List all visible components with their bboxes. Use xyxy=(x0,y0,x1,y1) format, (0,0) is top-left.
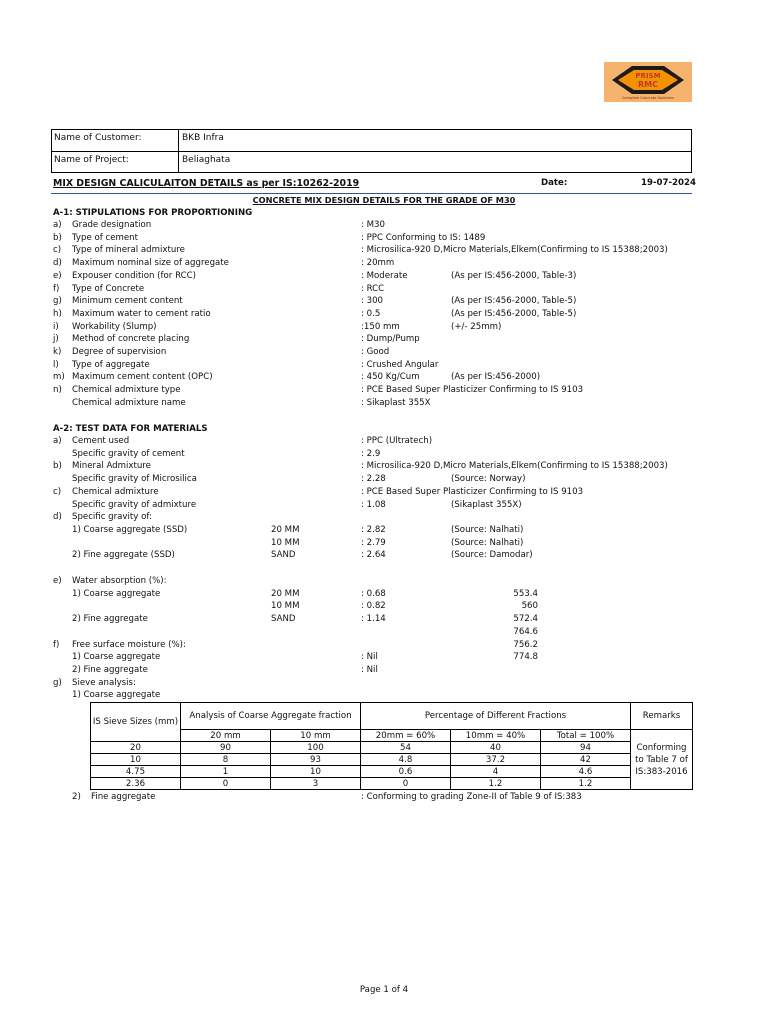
item-label: Grade designation xyxy=(72,220,152,230)
item-letter: b) xyxy=(53,461,62,472)
section-a1-heading: A-1: STIPULATIONS FOR PROPORTIONING xyxy=(53,208,253,218)
item-letter: a) xyxy=(53,220,62,230)
cell: 20 xyxy=(91,742,181,754)
item-size: SAND xyxy=(271,614,296,625)
table-row xyxy=(91,754,693,766)
item-value: : RCC xyxy=(361,283,385,294)
date-label: Date: xyxy=(541,178,568,188)
item-reference: (As per IS:456-2000, Table-5) xyxy=(451,296,577,307)
document-subtitle: CONCRETE MIX DESIGN DETAILS FOR THE GRADE OF M30 xyxy=(252,195,516,205)
item-letter: h) xyxy=(53,308,62,319)
item-reference: (Source: Damodar) xyxy=(451,550,533,561)
item-value: : 2.64 xyxy=(361,550,386,561)
cell: 94 xyxy=(541,742,631,754)
item-size: 20 MM xyxy=(271,588,300,599)
item-value: : M30 xyxy=(361,220,385,230)
date-value: 19-07-2024 xyxy=(641,178,696,188)
fine-number: 2) xyxy=(72,792,81,802)
item-value: : 0.68 xyxy=(361,588,386,599)
cell: 100 xyxy=(271,742,361,754)
item-reference: (+/- 25mm) xyxy=(451,321,502,332)
item-label: Type of Concrete xyxy=(72,283,145,294)
item-value: : Microsilica-920 D,Micro Materials,Elkem(Confirming to IS 15388;2003) xyxy=(361,245,668,256)
item-number: 572.4 xyxy=(513,614,538,625)
project-value: Beliaghata xyxy=(182,155,231,165)
item-label: Method of concrete placing xyxy=(72,334,190,345)
item-letter: n) xyxy=(53,385,62,396)
item-number: 774.8 xyxy=(513,652,538,663)
item-letter: e) xyxy=(53,270,62,281)
item-value: : 1.08 xyxy=(361,499,386,510)
cell: 3 xyxy=(271,778,361,790)
item-value: : 20mm xyxy=(361,258,395,269)
item-label: Sieve analysis: xyxy=(72,677,136,688)
item-reference: (Sikaplast 355X) xyxy=(451,499,522,510)
item-label: Specific gravity of Microsilica xyxy=(72,474,197,485)
item-label: Free surface moisture (%): xyxy=(72,639,186,650)
item-label: Minimum cement content xyxy=(72,296,183,307)
item-value: : 2.79 xyxy=(361,537,386,548)
item-letter: f) xyxy=(53,639,60,650)
cell: 93 xyxy=(271,754,361,766)
item-value: : 1.14 xyxy=(361,614,386,625)
item-label: Mineral Admixture xyxy=(72,461,151,472)
item-size: SAND xyxy=(271,550,296,561)
item-label: 2) Fine aggregate xyxy=(72,614,148,625)
sub-header-10mm-pct: 10mm = 40% xyxy=(451,730,541,742)
item-label: Specific gravity of admixture xyxy=(72,499,197,510)
item-label: Chemical admixture name xyxy=(72,397,186,408)
item-label: Specific gravity of: xyxy=(72,512,152,523)
customer-value: BKB Infra xyxy=(182,133,224,143)
page-number: Page 1 of 4 xyxy=(359,985,409,995)
item-letter: f) xyxy=(53,283,60,294)
item-value: : Nil xyxy=(361,652,378,663)
sieve-size-header: IS Sieve Sizes (mm) xyxy=(91,703,181,742)
remarks-cell: Conforming to Table 7 of IS:383-2016 xyxy=(631,730,693,790)
item-value: : PPC (Ultratech) xyxy=(361,436,433,446)
sub-header-20mm-pct: 20mm = 60% xyxy=(361,730,451,742)
cell: 1 xyxy=(181,766,271,778)
sub-header-20mm: 20 mm xyxy=(181,730,271,742)
remarks-header: Remarks xyxy=(631,703,693,730)
item-label: Maximum nominal size of aggregate xyxy=(72,258,229,269)
item-size: 10 MM xyxy=(271,537,300,548)
item-letter: d) xyxy=(53,512,62,523)
item-letter: g) xyxy=(53,296,62,307)
cell: 90 xyxy=(181,742,271,754)
item-value: : 0.82 xyxy=(361,601,386,612)
cell: 8 xyxy=(181,754,271,766)
title-divider xyxy=(51,193,692,194)
item-label: Type of mineral admixture xyxy=(72,245,185,256)
cell: 0 xyxy=(181,778,271,790)
fine-value: : Conforming to grading Zone-II of Table 9 of IS:383 xyxy=(361,792,582,802)
item-value: : 2.82 xyxy=(361,524,386,535)
item-value: : Sikaplast 355X xyxy=(361,397,431,408)
item-letter: l) xyxy=(53,359,59,370)
logo-tagline: Complete Concrete Solutions xyxy=(621,96,675,100)
company-logo xyxy=(604,62,692,102)
customer-label: Name of Customer: xyxy=(54,133,142,143)
item-letter: e) xyxy=(53,576,62,586)
item-value: : 0.5 xyxy=(361,308,381,319)
item-letter: b) xyxy=(53,232,62,243)
item-label: 2) Fine aggregate xyxy=(72,664,148,675)
item-value: : PCE Based Super Plasticizer Confirming to IS 9103 xyxy=(361,486,584,497)
table-row xyxy=(91,742,693,754)
item-value: : 450 Kg/Cum xyxy=(361,372,420,383)
cell: 4 xyxy=(451,766,541,778)
item-label: Type of cement xyxy=(72,232,138,243)
item-label: 1) Coarse aggregate xyxy=(72,652,161,663)
cell: 1.2 xyxy=(451,778,541,790)
cell: 4.8 xyxy=(361,754,451,766)
item-label: Chemical admixture xyxy=(72,486,159,497)
item-letter: c) xyxy=(53,245,62,256)
cell: 4.6 xyxy=(541,766,631,778)
item-value: : 300 xyxy=(361,296,384,307)
item-value: : 2.9 xyxy=(361,448,381,459)
item-value: : Crushed Angular xyxy=(361,359,439,370)
sub-header-10mm: 10 mm xyxy=(271,730,361,742)
item-letter: d) xyxy=(53,258,62,269)
cell: 0 xyxy=(361,778,451,790)
item-label: Chemical admixture type xyxy=(72,385,181,396)
item-reference: (As per IS:456-2000) xyxy=(451,372,541,383)
item-reference: (As per IS:456-2000, Table-3) xyxy=(451,270,577,281)
item-size: 10 MM xyxy=(271,601,300,612)
item-number: 756.2 xyxy=(513,639,538,650)
item-number: 560 xyxy=(521,601,538,612)
item-letter: j) xyxy=(53,334,59,345)
cell: 2.36 xyxy=(91,778,181,790)
item-label: Expouser condition (for RCC) xyxy=(72,270,196,281)
analysis-header: Analysis of Coarse Aggregate fraction xyxy=(181,703,361,730)
cell: 54 xyxy=(361,742,451,754)
logo-text-line2: RMC xyxy=(638,80,658,89)
item-label: Specific gravity of cement xyxy=(72,448,185,459)
fine-label: Fine aggregate xyxy=(91,792,156,802)
item-letter: i) xyxy=(53,321,59,332)
item-label: 2) Fine aggregate (SSD) xyxy=(72,550,175,561)
item-value: : Dump/Pump xyxy=(361,334,420,345)
item-size: 20 MM xyxy=(271,524,300,535)
item-value: : Good xyxy=(361,347,390,357)
logo-text-line1: PRISM xyxy=(635,72,661,80)
item-letter: g) xyxy=(53,677,62,688)
item-number: 553.4 xyxy=(513,588,538,599)
item-value: : PCE Based Super Plasticizer Confirming to IS 9103 xyxy=(361,385,584,396)
cell: 0.6 xyxy=(361,766,451,778)
item-value: : Nil xyxy=(361,664,378,675)
item-value: : Microsilica-920 D,Micro Materials,Elkem(Confirming to IS 15388;2003) xyxy=(361,461,668,472)
item-label: Maximum water to cement ratio xyxy=(72,308,211,319)
item-label: Cement used xyxy=(72,436,130,446)
section-a2-heading: A-2: TEST DATA FOR MATERIALS xyxy=(53,424,208,434)
sub-header-total: Total = 100% xyxy=(541,730,631,742)
sieve-analysis-table xyxy=(90,702,693,790)
cell: 4.75 xyxy=(91,766,181,778)
item-label: Degree of supervision xyxy=(72,347,167,357)
cell: 10 xyxy=(91,754,181,766)
document-title: MIX DESIGN CALICULAITON DETAILS as per IS:10262-2019 xyxy=(53,178,360,189)
item-letter: k) xyxy=(53,347,62,357)
cell: 10 xyxy=(271,766,361,778)
percentage-header: Percentage of Different Fractions xyxy=(361,703,631,730)
item-reference: (Source: Norway) xyxy=(451,474,526,485)
item-letter: m) xyxy=(53,372,65,383)
item-value: : 2.28 xyxy=(361,474,386,485)
cell: 42 xyxy=(541,754,631,766)
item-number: 764.6 xyxy=(513,626,538,637)
item-label: Maximum cement content (OPC) xyxy=(72,372,213,383)
cell: 37.2 xyxy=(451,754,541,766)
item-letter: a) xyxy=(53,436,62,446)
item-label: Type of aggregate xyxy=(72,359,150,370)
project-label: Name of Project: xyxy=(54,155,129,165)
customer-info-box xyxy=(51,129,692,173)
customer-row xyxy=(52,130,691,151)
item-label: Water absorption (%): xyxy=(72,576,167,586)
item-value: : Moderate xyxy=(361,270,408,281)
item-value: : PPC Conforming to IS: 1489 xyxy=(361,232,486,243)
item-letter: c) xyxy=(53,486,62,497)
item-label: 1) Coarse aggregate xyxy=(72,690,161,701)
project-row xyxy=(52,151,691,173)
item-label: 1) Coarse aggregate xyxy=(72,588,161,599)
item-reference: (As per IS:456-2000, Table-5) xyxy=(451,308,577,319)
cell: 1.2 xyxy=(541,778,631,790)
cell: 40 xyxy=(451,742,541,754)
item-label: 1) Coarse aggregate (SSD) xyxy=(72,524,188,535)
item-reference: (Source: Nalhati) xyxy=(451,524,524,535)
table-row xyxy=(91,766,693,778)
item-value: :150 mm xyxy=(361,321,400,332)
item-reference: (Source: Nalhati) xyxy=(451,537,524,548)
table-row xyxy=(91,778,693,790)
item-label: Workability (Slump) xyxy=(72,321,157,332)
